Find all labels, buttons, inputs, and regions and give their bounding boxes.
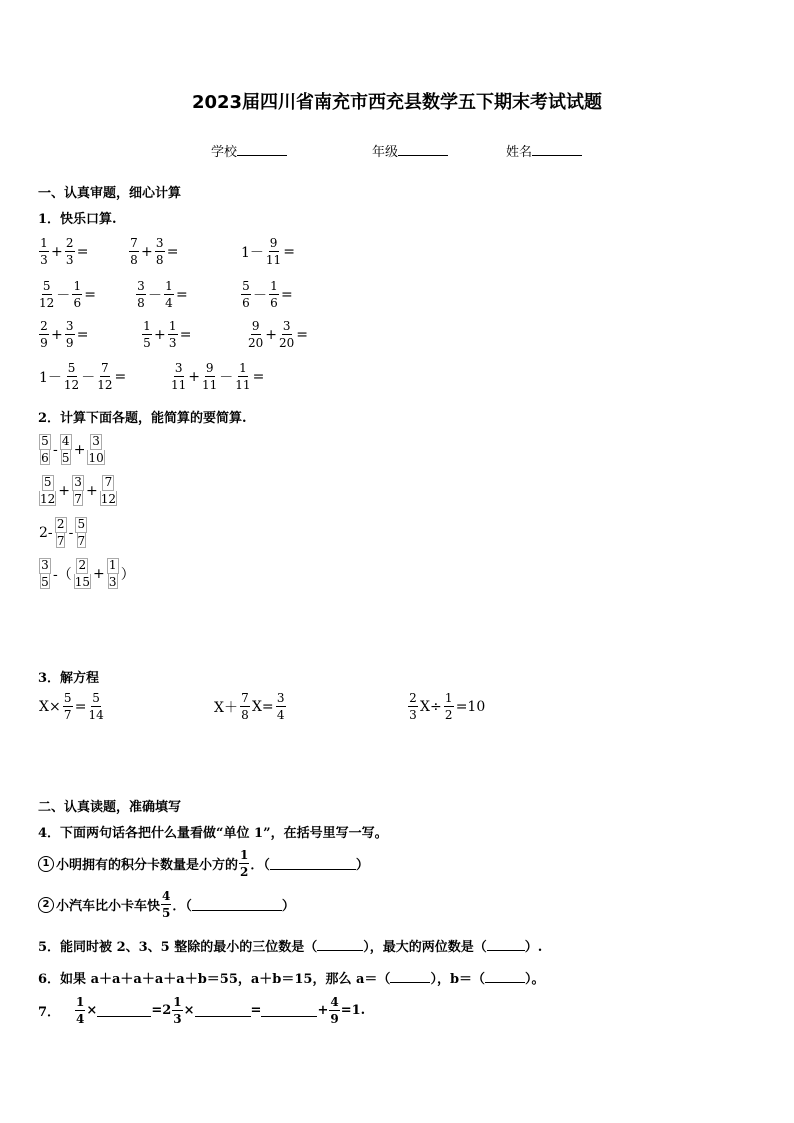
operator: + <box>93 565 105 582</box>
operator: = <box>176 286 188 303</box>
q1-item-3 <box>240 237 296 266</box>
operator: － <box>56 287 71 304</box>
operator: ） <box>120 566 135 583</box>
fraction: $\frac{9}{20}$ <box>248 319 264 350</box>
q4-sentence-2 <box>38 890 295 919</box>
q4-close-1: ） <box>355 858 369 873</box>
q7-times-1: × <box>86 1003 98 1018</box>
q1-item-5 <box>135 280 189 309</box>
operator: = <box>76 326 89 343</box>
operator: -（ <box>53 566 72 583</box>
fraction: $\frac{9}{11}$ <box>265 236 282 267</box>
fraction: $\frac{2}{7}$ <box>55 517 67 548</box>
q1-item-7 <box>38 320 89 349</box>
q3-equation-1 <box>38 692 105 721</box>
q1-item-8 <box>141 320 192 349</box>
q4-sentence-2-text: 小汽车比小卡车快 <box>56 899 161 914</box>
fraction: $\frac{7}{12}$ <box>100 475 117 506</box>
fraction: $\frac{1}{11}$ <box>235 361 251 392</box>
question-2-label: 2．计算下面各题，能简算的要简算. <box>38 411 247 426</box>
q6-text-b: ），b＝（ <box>430 972 486 987</box>
operator: + <box>51 243 63 260</box>
fraction: $\frac{2}{15}$ <box>74 558 91 589</box>
operator: = <box>84 286 97 303</box>
fraction: $\frac{1}{3}$ <box>168 319 177 350</box>
operator: X= <box>251 698 274 715</box>
fraction: $\frac{3}{4}$ <box>276 691 285 722</box>
page-title: 2023届四川省南充市西充县数学五下期末考试试题 <box>191 92 603 113</box>
q6-text-c: ）。 <box>525 972 545 987</box>
fraction: $\frac{7}{8}$ <box>241 691 249 722</box>
operator: 1－ <box>241 244 264 261</box>
fraction: $\frac{5}{12}$ <box>40 475 56 506</box>
q7-label: 7． <box>38 1005 61 1020</box>
q5-text-a: 5．能同时被 2、3、5 整除的最小的三位数是（ <box>38 940 318 955</box>
fraction: $\frac{3}{8}$ <box>155 236 164 267</box>
q4-answer-2-blank[interactable] <box>192 898 282 911</box>
fraction: $\frac{7}{8}$ <box>130 236 138 267</box>
q7-equals: = <box>250 1003 262 1018</box>
question-6 <box>38 968 545 987</box>
q7-fraction-3: $\frac{4}{9}$ <box>330 995 339 1026</box>
operator: － <box>148 287 162 304</box>
section-2-heading: 二、认真读题，准确填写 <box>38 800 182 815</box>
grade-blank[interactable] <box>398 143 448 156</box>
q2-item-2 <box>38 475 118 506</box>
q5-blank-1[interactable] <box>317 938 363 951</box>
q5-text-c: ）. <box>524 940 543 955</box>
operator: + <box>51 326 63 343</box>
operator: = <box>281 286 293 303</box>
fraction: $\frac{3}{5}$ <box>39 558 51 589</box>
operator: + <box>154 326 166 343</box>
school-blank[interactable] <box>237 143 287 156</box>
fraction: $\frac{5}{6}$ <box>39 434 51 465</box>
operator: = <box>252 368 265 385</box>
q1-item-6 <box>240 280 294 309</box>
q4-answer-1-blank[interactable] <box>270 857 356 870</box>
school-field[interactable] <box>211 141 287 160</box>
fraction: $\frac{3}{9}$ <box>65 319 74 350</box>
q5-blank-2[interactable] <box>487 938 525 951</box>
q7-blank-3[interactable] <box>261 1004 317 1017</box>
fraction: $\frac{5}{6}$ <box>242 279 250 310</box>
grade-field[interactable] <box>372 141 448 160</box>
q3-equation-2 <box>213 692 287 721</box>
operator: - <box>53 441 58 458</box>
q4-close-2: ） <box>281 899 295 914</box>
operator: + <box>265 326 278 343</box>
fraction: $\frac{1}{6}$ <box>73 279 82 310</box>
operator: + <box>86 482 98 499</box>
q4-sentence-1 <box>38 849 369 878</box>
operator: = <box>179 326 192 343</box>
circled-number-1: 1 <box>38 856 54 872</box>
q5-text-b: ），最大的两位数是（ <box>363 940 487 955</box>
q6-text-a: 6．如果 a＋a＋a＋a＋a＋b＝55，a＋b＝15，那么 a＝（ <box>38 972 391 987</box>
q1-item-1 <box>38 237 89 266</box>
q1-item-11 <box>170 362 265 391</box>
q7-plus: + <box>317 1003 329 1018</box>
operator: =10 <box>455 698 486 715</box>
operator: 1－ <box>39 369 62 386</box>
operator: + <box>58 482 71 499</box>
operator: － <box>81 369 96 386</box>
operator: = <box>296 326 309 343</box>
fraction: $\frac{2}{3}$ <box>409 691 417 722</box>
fraction: $\frac{9}{11}$ <box>202 361 218 392</box>
fraction: $\frac{2}{3}$ <box>65 236 74 267</box>
operator: － <box>253 287 267 304</box>
operator: = <box>166 243 179 260</box>
name-blank[interactable] <box>532 143 582 156</box>
operator: = <box>114 368 127 385</box>
name-field[interactable] <box>506 141 582 160</box>
school-label: 学校 <box>211 145 238 160</box>
q7-fraction-1: $\frac{1}{4}$ <box>76 995 85 1026</box>
fraction: $\frac{5}{7}$ <box>75 517 87 548</box>
fraction: $\frac{5}{12}$ <box>63 361 80 392</box>
q1-item-4 <box>38 280 97 309</box>
circled-number-2: 2 <box>38 897 54 913</box>
fraction: $\frac{7}{12}$ <box>97 361 113 392</box>
operator: + <box>141 243 153 260</box>
fraction: $\frac{5}{12}$ <box>39 279 55 310</box>
q7-fraction-2: $\frac{1}{3}$ <box>173 995 182 1026</box>
question-3-label: 3．解方程 <box>38 671 100 686</box>
q2-item-1 <box>38 434 106 465</box>
q7-equals-1: =1. <box>340 1003 366 1018</box>
q2-item-3 <box>38 517 88 548</box>
q4-sentence-2-fraction: $\frac{4}{5}$ <box>162 889 171 920</box>
fraction: $\frac{3}{8}$ <box>137 279 145 310</box>
fraction: $\frac{1}{2}$ <box>444 691 453 722</box>
operator: - <box>68 524 74 541</box>
q7-times-2: × <box>183 1003 195 1018</box>
fraction: $\frac{1}{4}$ <box>165 279 173 310</box>
q4-sentence-1-text: 小明拥有的积分卡数量是小方的 <box>56 858 239 873</box>
q1-item-2 <box>128 237 179 266</box>
grade-label: 年级 <box>372 145 399 160</box>
operator: X＋ <box>214 699 238 716</box>
fraction: $\frac{1}{6}$ <box>270 279 278 310</box>
fraction: $\frac{5}{14}$ <box>88 691 104 722</box>
q4-sentence-2-end: ．（ <box>172 899 192 914</box>
q7-blank-1[interactable] <box>97 1004 151 1017</box>
fraction: $\frac{2}{9}$ <box>40 319 48 350</box>
operator: X× <box>39 698 61 715</box>
operator: = <box>283 243 295 260</box>
fraction: $\frac{3}{7}$ <box>72 475 84 506</box>
fraction: $\frac{1}{3}$ <box>107 558 119 589</box>
q7-equals-2: =2 <box>151 1003 172 1018</box>
q3-equation-3 <box>407 692 486 721</box>
question-5 <box>38 936 542 955</box>
operator: = <box>74 698 87 715</box>
fraction: $\frac{3}{20}$ <box>279 319 295 350</box>
q1-item-10 <box>38 362 127 391</box>
operator: 2- <box>39 524 53 541</box>
fraction: $\frac{1}{5}$ <box>143 319 151 350</box>
operator: X÷ <box>420 698 442 715</box>
question-1-label: 1．快乐口算. <box>38 212 117 227</box>
fraction: $\frac{3}{11}$ <box>171 361 187 392</box>
fraction: $\frac{1}{3}$ <box>40 236 48 267</box>
operator: = <box>76 243 89 260</box>
fraction: $\frac{4}{5}$ <box>60 434 72 465</box>
question-4-label: 4．下面两句话各把什么量看做“单位 1”，在括号里写一写。 <box>38 826 388 841</box>
question-7 <box>38 996 365 1025</box>
section-1-heading: 一、认真审题，细心计算 <box>38 186 182 201</box>
q7-blank-2[interactable] <box>195 1004 251 1017</box>
q1-item-9 <box>247 320 309 349</box>
q6-blank-a[interactable] <box>390 970 430 983</box>
operator: － <box>219 369 234 386</box>
fraction: $\frac{5}{7}$ <box>63 691 72 722</box>
q4-sentence-1-end: ．（ <box>250 858 270 873</box>
fraction: $\frac{3}{10}$ <box>88 434 104 465</box>
name-label: 姓名 <box>506 145 533 160</box>
q6-blank-b[interactable] <box>485 970 525 983</box>
q2-item-4 <box>38 558 136 589</box>
operator: + <box>188 368 201 385</box>
operator: + <box>73 441 86 458</box>
q4-sentence-1-fraction: $\frac{1}{2}$ <box>240 848 249 879</box>
